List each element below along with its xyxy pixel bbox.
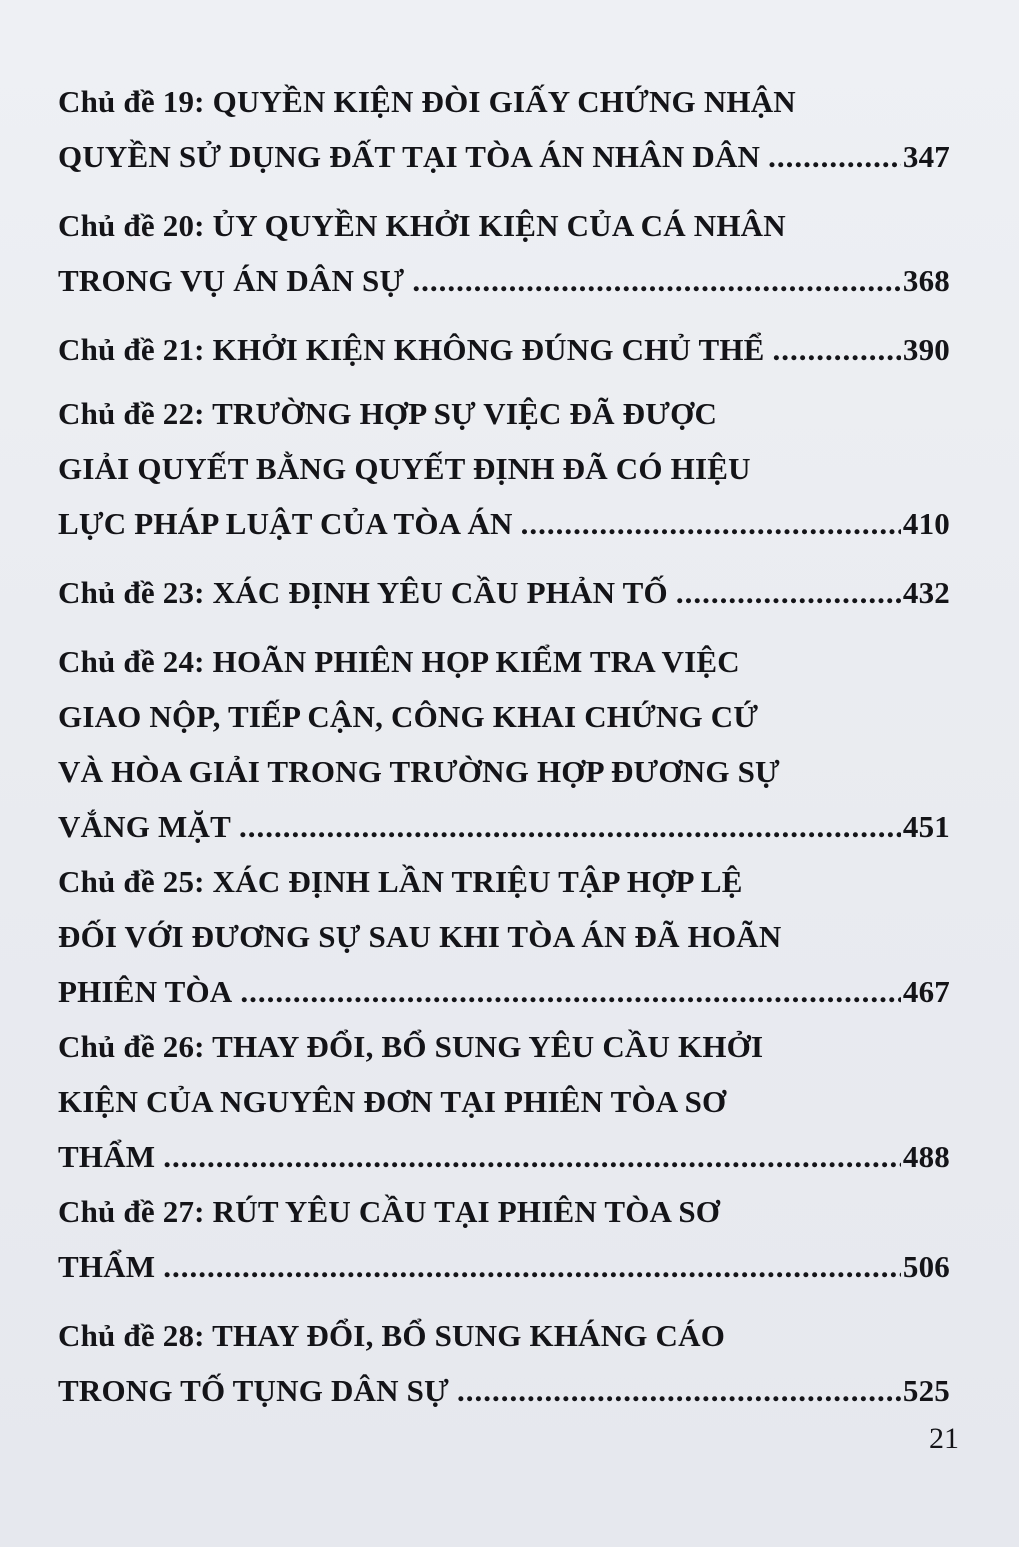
toc-entry-last-line xyxy=(58,129,950,184)
dot-leader xyxy=(457,1363,901,1418)
dot-leader xyxy=(163,1129,901,1184)
toc-entry-last-line xyxy=(58,496,950,551)
toc-entry-title-end: QUYỀN SỬ DỤNG ĐẤT TẠI TÒA ÁN NHÂN DÂN xyxy=(58,139,761,174)
toc-entry-22 xyxy=(58,386,950,551)
toc-entry-19 xyxy=(58,74,950,184)
table-of-contents xyxy=(58,74,950,1418)
page-number: 451 xyxy=(902,809,950,844)
toc-entry-last-line xyxy=(58,799,950,854)
toc-entry-line: Chủ đề 19: QUYỀN KIỆN ĐÒI GIẤY CHỨNG NHẬN xyxy=(58,84,796,119)
toc-entry-28 xyxy=(58,1308,950,1418)
toc-entry-title-end: THẨM xyxy=(58,1249,156,1284)
toc-entry-24 xyxy=(58,634,950,854)
toc-entry-title-end: Chủ đề 23: XÁC ĐỊNH YÊU CẦU PHẢN TỐ xyxy=(58,575,668,610)
toc-entry-line: VÀ HÒA GIẢI TRONG TRƯỜNG HỢP ĐƯƠNG SỰ xyxy=(58,754,780,789)
toc-entry-21 xyxy=(58,322,950,377)
toc-entry-title-end: TRONG VỤ ÁN DÂN SỰ xyxy=(58,263,405,298)
toc-entry-title-end: LỰC PHÁP LUẬT CỦA TÒA ÁN xyxy=(58,506,513,541)
dot-leader xyxy=(773,322,901,377)
toc-entry-last-line xyxy=(58,1239,950,1294)
dot-leader xyxy=(521,496,901,551)
dot-leader xyxy=(240,964,901,1019)
page-number: 467 xyxy=(902,974,950,1009)
toc-entry-line: ĐỐI VỚI ĐƯƠNG SỰ SAU KHI TÒA ÁN ĐÃ HOÃN xyxy=(58,919,782,954)
page-number: 347 xyxy=(902,139,950,174)
page-number: 525 xyxy=(902,1373,950,1408)
toc-entry-27 xyxy=(58,1184,950,1294)
page-number: 368 xyxy=(902,263,950,298)
dot-leader xyxy=(412,253,901,308)
toc-entry-title-end: THẨM xyxy=(58,1139,156,1174)
dot-leader xyxy=(239,799,901,854)
dot-leader xyxy=(768,129,901,184)
toc-entry-23 xyxy=(58,565,950,620)
toc-entry-25 xyxy=(58,854,950,1019)
dot-leader xyxy=(676,565,901,620)
toc-entry-title-end: PHIÊN TÒA xyxy=(58,974,233,1009)
toc-entry-last-line xyxy=(58,1363,950,1418)
page-number: 390 xyxy=(902,332,950,367)
page-number: 410 xyxy=(902,506,950,541)
toc-entry-line: GIAO NỘP, TIẾP CẬN, CÔNG KHAI CHỨNG CỨ xyxy=(58,699,759,734)
toc-entry-last-line xyxy=(58,322,950,377)
toc-entry-line: Chủ đề 20: ỦY QUYỀN KHỞI KIỆN CỦA CÁ NHÂN xyxy=(58,208,786,243)
dot-leader xyxy=(163,1239,901,1294)
toc-entry-26 xyxy=(58,1019,950,1184)
toc-entry-last-line xyxy=(58,253,950,308)
toc-entry-line: Chủ đề 22: TRƯỜNG HỢP SỰ VIỆC ĐÃ ĐƯỢC xyxy=(58,396,718,431)
toc-entry-last-line xyxy=(58,565,950,620)
page-number: 432 xyxy=(902,575,950,610)
toc-entry-line: Chủ đề 26: THAY ĐỔI, BỔ SUNG YÊU CẦU KHỞI xyxy=(58,1029,764,1064)
toc-entry-line: Chủ đề 27: RÚT YÊU CẦU TẠI PHIÊN TÒA SƠ xyxy=(58,1194,721,1229)
toc-entry-last-line xyxy=(58,1129,950,1184)
toc-entry-line: Chủ đề 25: XÁC ĐỊNH LẦN TRIỆU TẬP HỢP LỆ xyxy=(58,864,743,899)
toc-entry-title-end: TRONG TỐ TỤNG DÂN SỰ xyxy=(58,1373,449,1408)
page-number: 506 xyxy=(902,1249,950,1284)
page-number: 488 xyxy=(902,1139,950,1174)
toc-entry-line: Chủ đề 28: THAY ĐỔI, BỔ SUNG KHÁNG CÁO xyxy=(58,1318,726,1353)
toc-entry-line: GIẢI QUYẾT BẰNG QUYẾT ĐỊNH ĐÃ CÓ HIỆU xyxy=(58,451,751,486)
toc-entry-last-line xyxy=(58,964,950,1019)
toc-entry-title-end: VẮNG MẶT xyxy=(58,809,231,844)
toc-entry-title-end: Chủ đề 21: KHỞI KIỆN KHÔNG ĐÚNG CHỦ THỂ xyxy=(58,332,765,367)
page-folio-number: 21 xyxy=(929,1422,959,1455)
toc-entry-line: Chủ đề 24: HOÃN PHIÊN HỌP KIỂM TRA VIỆC xyxy=(58,644,740,679)
toc-entry-20 xyxy=(58,198,950,308)
toc-entry-line: KIỆN CỦA NGUYÊN ĐƠN TẠI PHIÊN TÒA SƠ xyxy=(58,1084,727,1119)
